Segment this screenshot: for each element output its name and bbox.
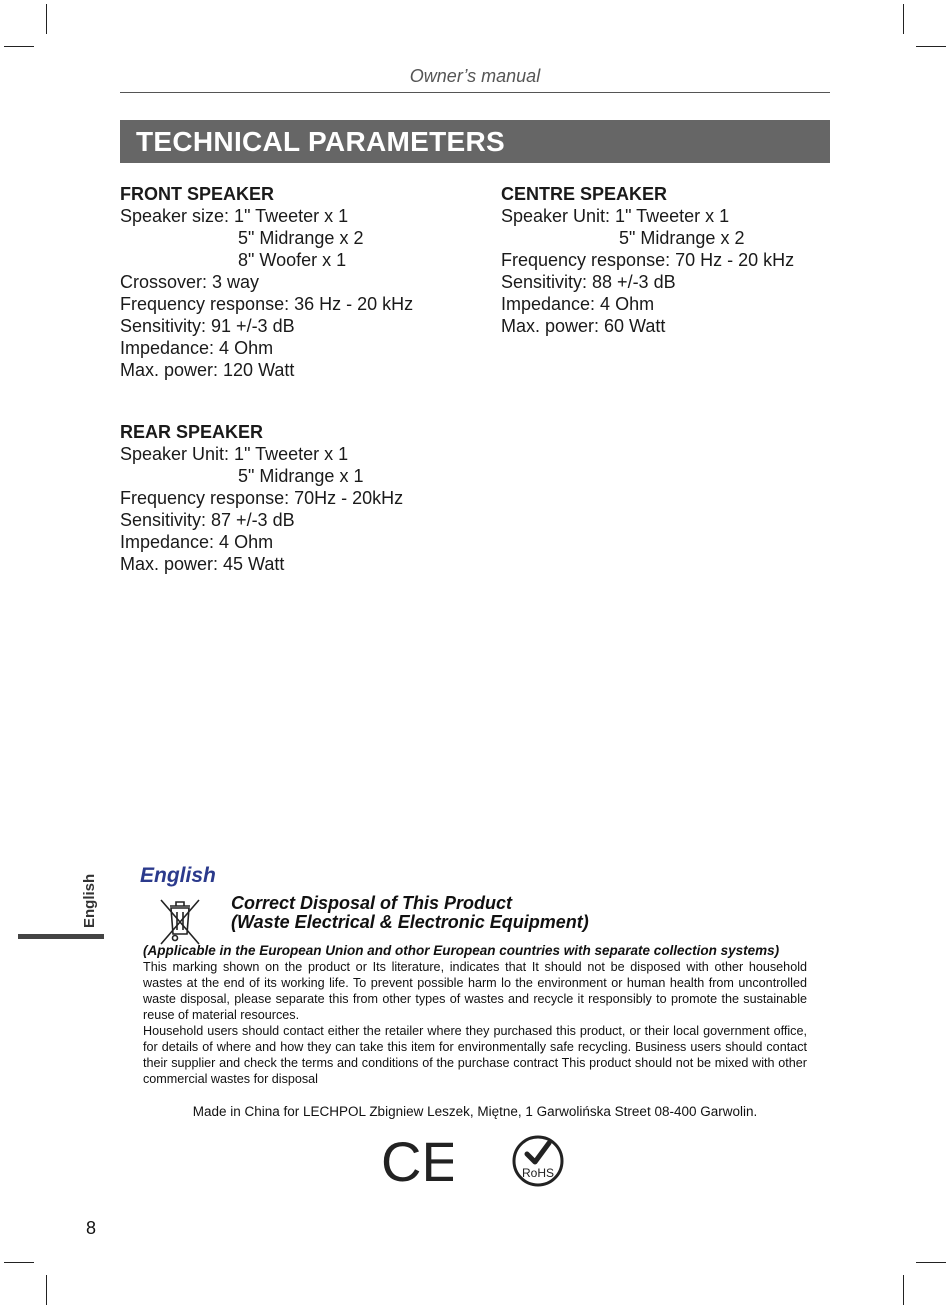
applicable-note: (Applicable in the European Union and othor European countries with separate collection systems) <box>143 943 780 958</box>
manufacturer-note: Made in China for LECHPOL Zbigniew Leszek, Miętne, 1 Garwolińska Street 08-400 Garwolin. <box>192 1104 758 1119</box>
ce-mark-icon <box>381 1136 453 1191</box>
side-tab-bar <box>18 934 104 939</box>
spec-line: 5" Midrange x 2 <box>238 228 364 248</box>
rohs-check-icon <box>511 1134 565 1193</box>
crop-mark <box>46 1275 47 1305</box>
spec-line: Frequency response: 36 Hz - 20 kHz <box>120 294 414 314</box>
disposal-title-line1: Correct Disposal of This Product <box>231 893 513 913</box>
front-speaker-heading: FRONT SPEAKER <box>120 184 275 204</box>
spec-line: Speaker Unit: 1" Tweeter x 1 <box>120 444 349 464</box>
spec-line: Sensitivity: 87 +/-3 dB <box>120 510 295 530</box>
crop-mark <box>4 46 34 47</box>
spec-line: Speaker Unit: 1" Tweeter x 1 <box>501 206 730 226</box>
centre-speaker-heading: CENTRE SPEAKER <box>501 184 668 204</box>
spec-line: Frequency response: 70Hz - 20kHz <box>120 488 404 508</box>
side-language-tab: English <box>81 873 98 928</box>
ce-mark-text: CE <box>381 1136 453 1186</box>
crop-mark <box>916 46 946 47</box>
disposal-paragraph: Household users should contact either the retailer where they purchased this product, or their local government office, for details of where and how they can take this item for environmentally safe recycling. Business users should contact their supplier and check the terms and conditions of the purchase contract This product should not be mixed with other commercial wastes for disposal <box>143 1024 807 1086</box>
spec-line: Impedance: 4 Ohm <box>120 532 274 552</box>
spec-line: 8" Woofer x 1 <box>238 250 347 270</box>
spec-line: Sensitivity: 88 +/-3 dB <box>501 272 676 292</box>
crop-mark <box>916 1262 946 1263</box>
rohs-label: RoHS <box>521 1166 555 1180</box>
spec-line: Max. power: 45 Watt <box>120 554 285 574</box>
spec-line: Speaker size: 1" Tweeter x 1 <box>120 206 349 226</box>
disposal-body <box>143 959 807 1087</box>
language-label: English <box>140 864 216 887</box>
crop-mark <box>903 1275 904 1305</box>
running-header: Owner’s manual <box>409 66 541 86</box>
section-banner: TECHNICAL PARAMETERS <box>120 120 830 163</box>
page-number: 8 <box>86 1218 97 1238</box>
disposal-title <box>231 894 589 932</box>
spec-line: 5" Midrange x 2 <box>619 228 745 248</box>
crop-mark <box>4 1262 34 1263</box>
rear-speaker-heading: REAR SPEAKER <box>120 422 264 442</box>
spec-line: Impedance: 4 Ohm <box>501 294 655 314</box>
spec-line: 5" Midrange x 1 <box>238 466 364 486</box>
front-speaker-specs <box>120 183 413 381</box>
centre-speaker-specs <box>501 183 794 337</box>
crop-mark <box>46 4 47 34</box>
disposal-paragraph: This marking shown on the product or Its literature, indicates that It should not be disposed with other household wastes at the end of its working life. To prevent possible harm lo the environment or human health from uncontrolled waste disposal, please separate this from other types of wastes and recycle it responsibly to promote the sustainable reuse of material resources. <box>143 960 807 1022</box>
spec-line: Sensitivity: 91 +/-3 dB <box>120 316 295 336</box>
spec-line: Max. power: 60 Watt <box>501 316 666 336</box>
crop-mark <box>903 4 904 34</box>
spec-line: Max. power: 120 Watt <box>120 360 295 380</box>
spec-line: Frequency response: 70 Hz - 20 kHz <box>501 250 795 270</box>
spec-line: Crossover: 3 way <box>120 272 260 292</box>
header-rule <box>120 92 830 93</box>
spec-line: Impedance: 4 Ohm <box>120 338 274 358</box>
rear-speaker-specs <box>120 421 403 575</box>
disposal-title-line2: (Waste Electrical & Electronic Equipment) <box>231 912 589 932</box>
